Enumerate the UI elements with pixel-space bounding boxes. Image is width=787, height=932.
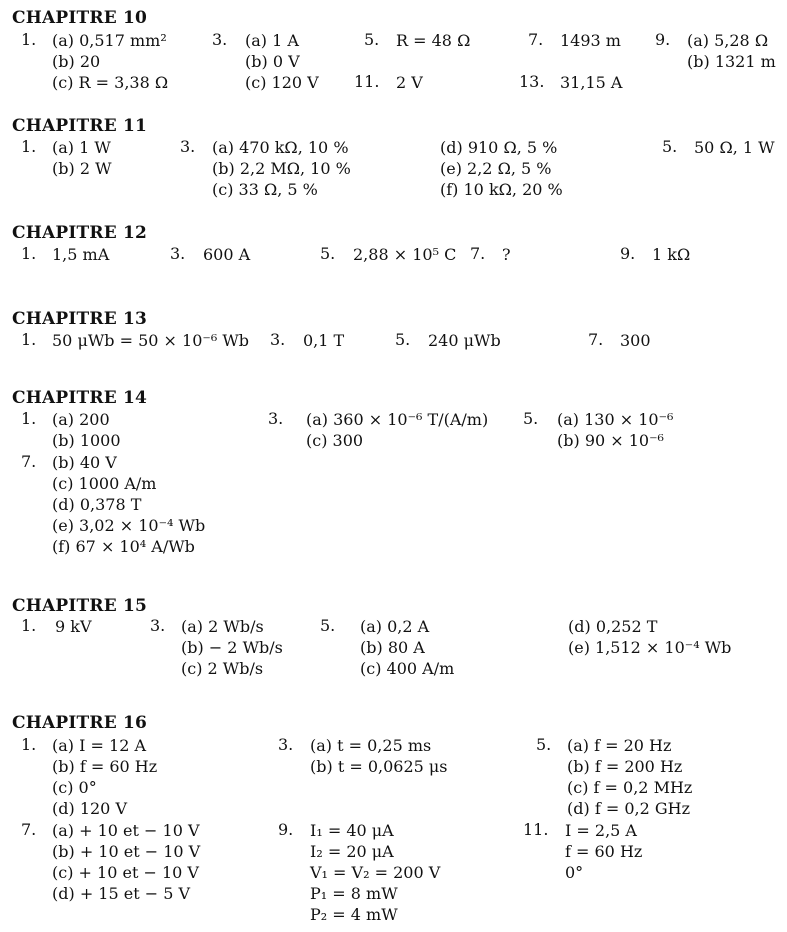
answer-number: 7.	[21, 452, 37, 471]
answer-number: 7.	[588, 330, 604, 349]
answer-number: 1.	[21, 409, 37, 428]
answer-number: 3.	[270, 330, 286, 349]
answer-line: R = 48 Ω	[396, 31, 471, 50]
answer-line: (b) 40 V	[52, 453, 117, 472]
answer-line: I₁ = 40 μA	[310, 821, 394, 840]
answer-line: I = 2,5 A	[565, 821, 637, 840]
answer-line: (b) f = 60 Hz	[52, 757, 158, 776]
answer-line: 0,1 T	[303, 331, 345, 350]
answer-number: 3.	[268, 409, 284, 428]
answer-line: P₂ = 4 mW	[310, 905, 398, 924]
answer-line: 50 μWb = 50 × 10⁻⁶ Wb	[52, 331, 250, 350]
answer-line: (f) 10 kΩ, 20 %	[440, 180, 563, 199]
answer-number: 11.	[354, 72, 380, 91]
chapter-heading: CHAPITRE 12	[12, 223, 148, 243]
answer-line: (b) 90 × 10⁻⁶	[557, 431, 664, 450]
chapter-heading: CHAPITRE 16	[12, 713, 148, 733]
answer-line: (a) 470 kΩ, 10 %	[212, 138, 349, 157]
answer-number: 9.	[655, 30, 671, 49]
answer-number: 11.	[523, 820, 549, 839]
answer-line: (c) 0°	[52, 778, 97, 797]
answer-line: (b) 2 W	[52, 159, 112, 178]
answer-line: (c) 1000 A/m	[52, 474, 157, 493]
answer-line: I₂ = 20 μA	[310, 842, 394, 861]
answer-line: 1 kΩ	[652, 245, 691, 264]
answer-line: (d) + 15 et − 5 V	[52, 884, 191, 903]
answer-number: 7.	[528, 30, 544, 49]
answer-line: (b) 0 V	[245, 52, 300, 71]
answer-line: (a) 2 Wb/s	[181, 617, 264, 636]
answer-line: (a) 5,28 Ω	[687, 31, 769, 50]
answer-line: 2,88 × 10⁵ C	[353, 245, 457, 264]
answer-number: 9.	[278, 820, 294, 839]
answer-number: 3.	[212, 30, 228, 49]
answer-line: 240 μWb	[428, 331, 501, 350]
answer-line: (c) 33 Ω, 5 %	[212, 180, 318, 199]
answer-number: 7.	[21, 820, 37, 839]
answer-line: (a) f = 20 Hz	[567, 736, 672, 755]
answer-line: 600 A	[203, 245, 251, 264]
chapter-heading: CHAPITRE 13	[12, 309, 148, 329]
answer-line: (b) t = 0,0625 μs	[310, 757, 448, 776]
answer-number: 1.	[21, 616, 37, 635]
answer-line: (b) 2,2 MΩ, 10 %	[212, 159, 351, 178]
answer-line: (a) I = 12 A	[52, 736, 147, 755]
answer-number: 3.	[278, 735, 294, 754]
answer-line: 50 Ω, 1 W	[694, 138, 775, 157]
answer-number: 13.	[519, 72, 545, 91]
answer-line: (b) 20	[52, 52, 101, 71]
answer-line: ?	[502, 245, 511, 264]
answer-line: (f) 67 × 10⁴ A/Wb	[52, 537, 195, 556]
answer-line: (c) R = 3,38 Ω	[52, 73, 169, 92]
answer-line: (b) + 10 et − 10 V	[52, 842, 201, 861]
answer-line: 2 V	[396, 73, 423, 92]
answer-line: (b) − 2 Wb/s	[181, 638, 283, 657]
answer-number: 5.	[364, 30, 380, 49]
answer-number: 1.	[21, 137, 37, 156]
answer-line: (d) 0,252 T	[568, 617, 658, 636]
answer-number: 5.	[395, 330, 411, 349]
answer-number: 1.	[21, 330, 37, 349]
answer-line: (a) 0,2 A	[360, 617, 430, 636]
answer-line: (a) 1 W	[52, 138, 111, 157]
answer-number: 5.	[320, 616, 336, 635]
answer-line: (a) 360 × 10⁻⁶ T/(A/m)	[306, 410, 489, 429]
answer-line: 31,15 A	[560, 73, 623, 92]
answer-line: (a) t = 0,25 ms	[310, 736, 432, 755]
answer-number: 1.	[21, 735, 37, 754]
answer-line: (a) 200	[52, 410, 110, 429]
answer-line: (e) 2,2 Ω, 5 %	[440, 159, 552, 178]
answer-number: 3.	[150, 616, 166, 635]
answer-line: f = 60 Hz	[565, 842, 643, 861]
answer-line: 1,5 mA	[52, 245, 110, 264]
chapter-heading: CHAPITRE 10	[12, 8, 148, 28]
chapter-heading: CHAPITRE 11	[12, 116, 148, 136]
answer-line: (d) 0,378 T	[52, 495, 142, 514]
answer-line: (c) + 10 et − 10 V	[52, 863, 199, 882]
answer-number: 3.	[170, 244, 186, 263]
answer-number: 5.	[523, 409, 539, 428]
answer-line: (d) f = 0,2 GHz	[567, 799, 691, 818]
answer-number: 3.	[180, 137, 196, 156]
chapter-heading: CHAPITRE 15	[12, 596, 148, 616]
answer-line: (c) 120 V	[245, 73, 319, 92]
chapter-heading: CHAPITRE 14	[12, 388, 148, 408]
answer-number: 1.	[21, 244, 37, 263]
answer-line: (a) 0,517 mm²	[52, 31, 167, 50]
answer-number: 5.	[662, 137, 678, 156]
answer-line: (e) 3,02 × 10⁻⁴ Wb	[52, 516, 206, 535]
answer-line: 0°	[565, 863, 584, 882]
answer-line: V₁ = V₂ = 200 V	[310, 863, 441, 882]
answer-line: 9 kV	[55, 617, 92, 636]
answer-line: 1493 m	[560, 31, 621, 50]
answer-line: (c) f = 0,2 MHz	[567, 778, 693, 797]
answer-line: 300	[620, 331, 651, 350]
answer-line: (b) f = 200 Hz	[567, 757, 683, 776]
answer-line: (e) 1,512 × 10⁻⁴ Wb	[568, 638, 732, 657]
answer-line: (d) 120 V	[52, 799, 127, 818]
answer-line: (a) + 10 et − 10 V	[52, 821, 200, 840]
answer-line: (c) 300	[306, 431, 364, 450]
answer-number: 7.	[470, 244, 486, 263]
answer-line: (b) 1000	[52, 431, 121, 450]
answer-line: P₁ = 8 mW	[310, 884, 398, 903]
answer-line: (a) 130 × 10⁻⁶	[557, 410, 674, 429]
answer-line: (a) 1 A	[245, 31, 299, 50]
answer-line: (c) 2 Wb/s	[181, 659, 264, 678]
answer-line: (c) 400 A/m	[360, 659, 455, 678]
answer-number: 5.	[320, 244, 336, 263]
answer-line: (b) 80 A	[360, 638, 425, 657]
answer-number: 1.	[21, 30, 37, 49]
answer-number: 5.	[536, 735, 552, 754]
answer-line: (b) 1321 m	[687, 52, 776, 71]
answer-number: 9.	[620, 244, 636, 263]
answer-line: (d) 910 Ω, 5 %	[440, 138, 558, 157]
